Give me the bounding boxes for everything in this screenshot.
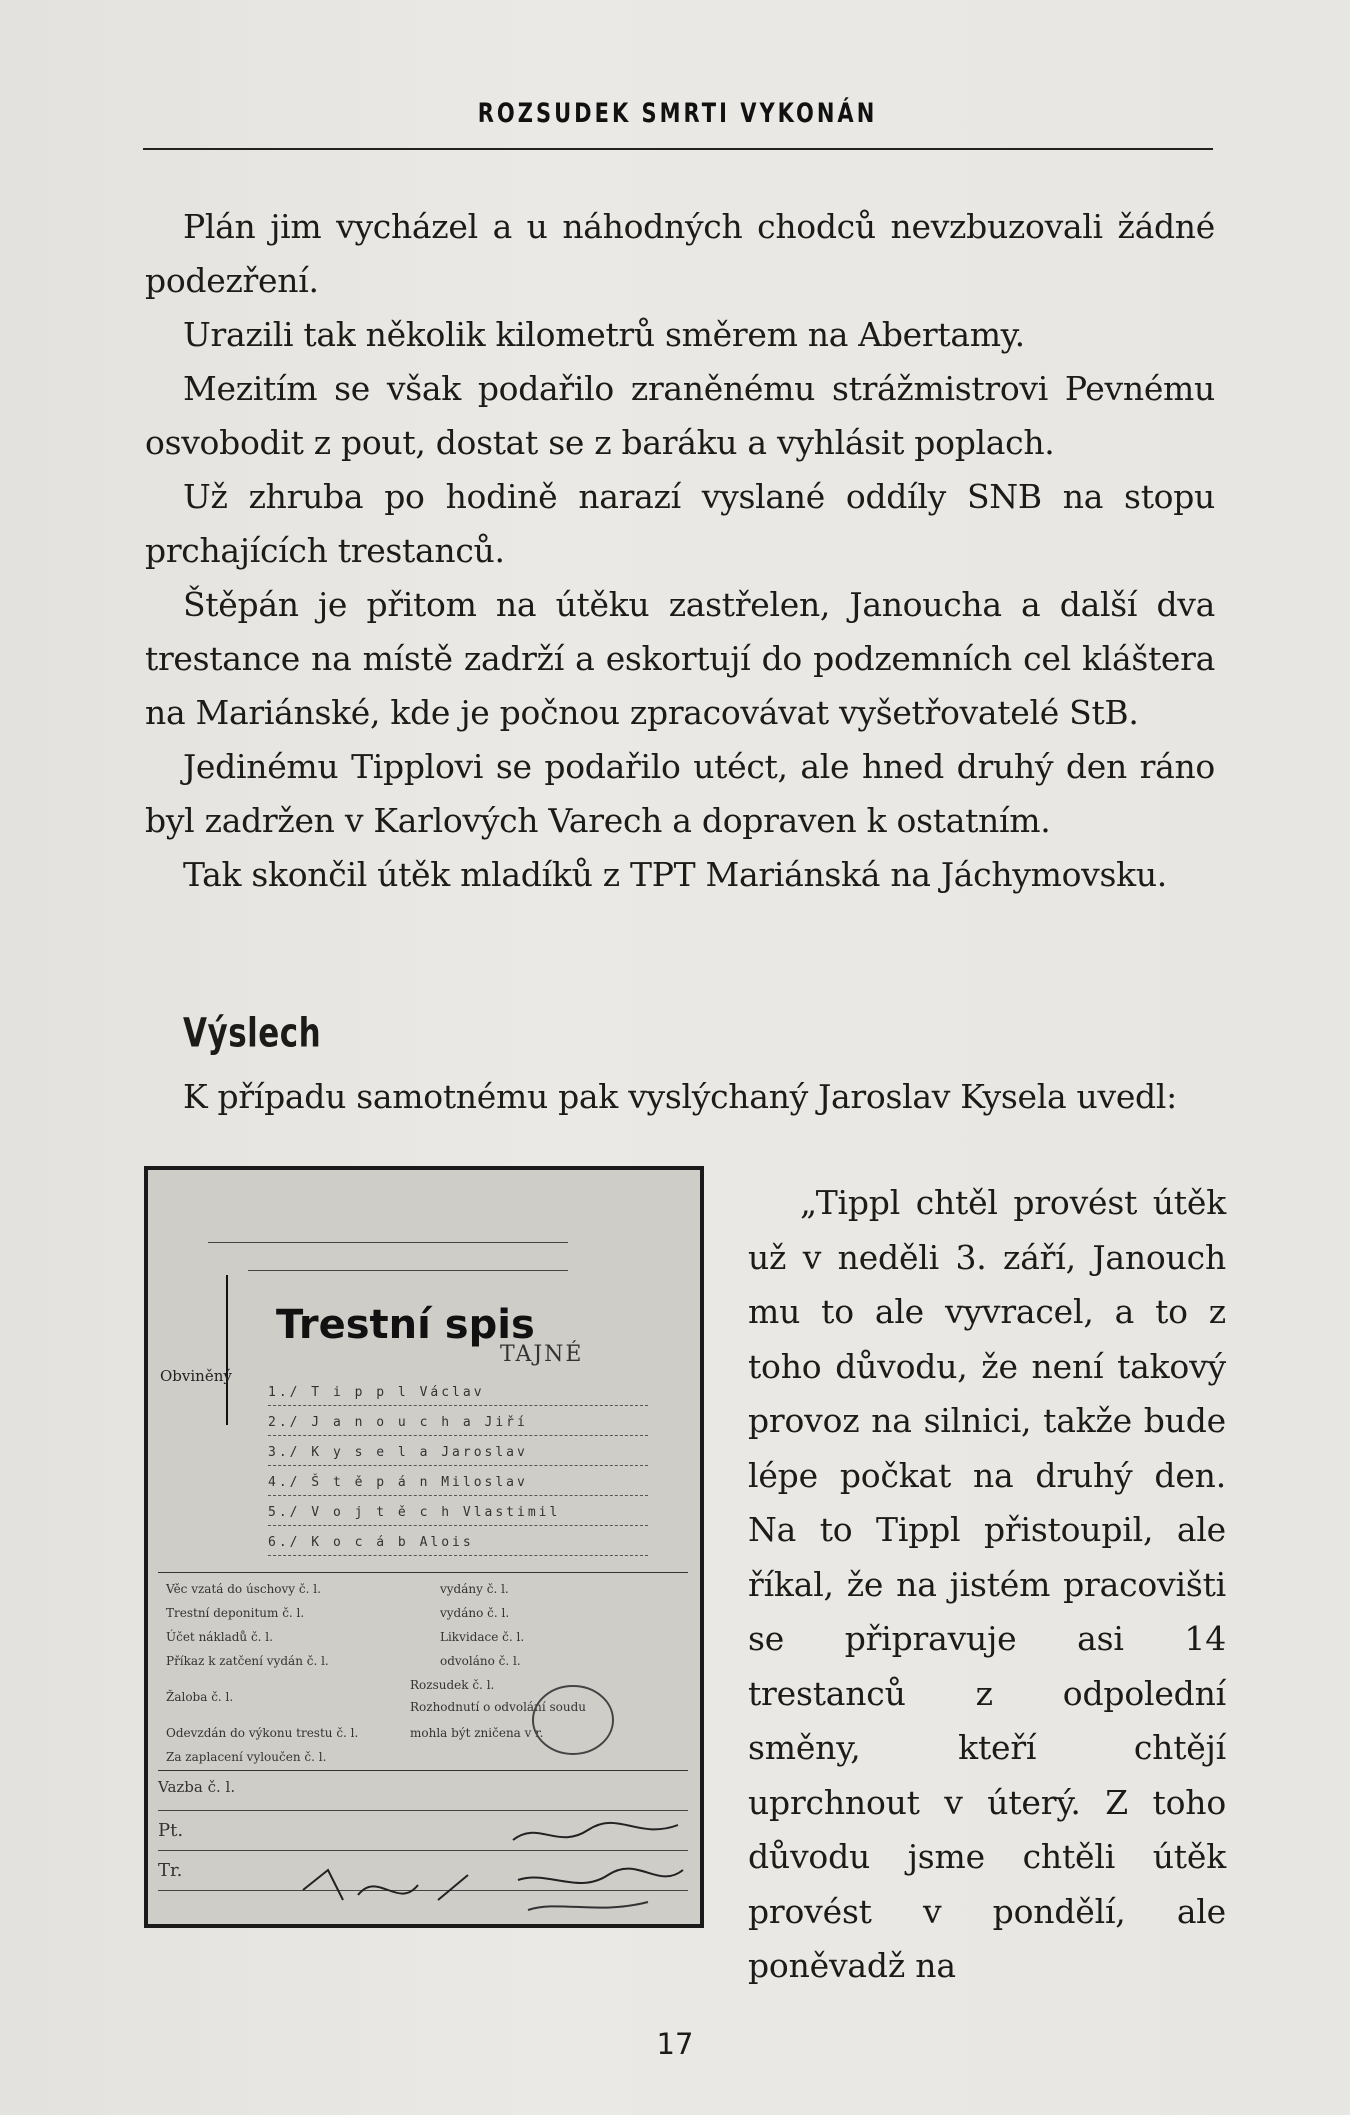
round-stamp [528, 1680, 618, 1760]
field-label: Vazba č. l. [158, 1778, 236, 1796]
field-label: Likvidace č. l. [440, 1630, 525, 1644]
handwritten-date [298, 1860, 498, 1920]
field-label: Pt. [158, 1820, 184, 1841]
handwritten-notes [508, 1810, 688, 1920]
running-head: ROZSUDEK SMRTI VYKONÁN [477, 98, 878, 128]
document-title: Trestní spis [276, 1302, 535, 1348]
secret-stamp: TAJNÉ [500, 1342, 584, 1367]
field-label: Rozsudek č. l. [410, 1678, 495, 1692]
document-photo [144, 1166, 704, 1928]
trestni-spis-document [148, 1170, 700, 1924]
header-rule [143, 148, 1213, 150]
page-number: 17 [656, 2027, 694, 2061]
paragraph: Jedinému Tipplovi se podařilo utéct, ale hned druhý den ráno byl zadržen v Karlových Varech a dopraven k ostatním. [145, 747, 1215, 840]
paragraph: Štěpán je přitom na útěku zastřelen, Janoucha a další dva trestance na místě zadrží a eskortují do podzemních cel kláštera na Mariánské, kde je počnou zpracovávat vyšetřovatelé StB. [145, 585, 1215, 732]
defendant-row: 6./ K o c á b Alois [268, 1535, 648, 1556]
defendant-row: 4./ Š t ě p á n Miloslav [268, 1475, 648, 1496]
defendant-label: Obviněný [160, 1367, 232, 1385]
field-label: Tr. [158, 1860, 183, 1881]
field-label: Trestní deponitum č. l. [166, 1606, 305, 1620]
paragraph: Plán jim vycházel a u náhodných chodců nevzbuzovali žádné podezření. [145, 207, 1215, 300]
field-label: Účet nákladů č. l. [166, 1630, 273, 1644]
field-label: vydány č. l. [440, 1582, 509, 1596]
quote-text [748, 1176, 1226, 1994]
field-label: Žaloba č. l. [166, 1690, 234, 1704]
defendant-row: 2./ J a n o u c h a Jiří [268, 1415, 648, 1436]
defendant-row: 5./ V o j t ě c h Vlastimil [268, 1505, 648, 1526]
field-label: Rozhodnutí o odvolání soudu [410, 1700, 586, 1714]
field-label: Odevzdán do výkonu trestu č. l. [166, 1726, 359, 1740]
section-title: Výslech [183, 1010, 322, 1057]
defendant-row: 1./ T i p p l Václav [268, 1385, 648, 1406]
paragraph: Už zhruba po hodině narazí vyslané oddíly SNB na stopu prchajících trestanců. [145, 477, 1215, 570]
paragraph: Urazili tak několik kilometrů směrem na Abertamy. [183, 315, 1025, 354]
field-label: Věc vzatá do úschovy č. l. [166, 1582, 321, 1596]
margin-line [226, 1275, 228, 1425]
paragraph: Mezitím se však podařilo zraněnému strážmistrovi Pevnému osvobodit z pout, dostat se z baráku a vyhlásit poplach. [145, 369, 1215, 462]
field-label: mohla být zničena v r. [410, 1726, 544, 1740]
body-text [145, 200, 1215, 902]
field-label: odvoláno č. l. [440, 1654, 521, 1668]
field-label: vydáno č. l. [440, 1606, 510, 1620]
field-label: Za zaplacení vyloučen č. l. [166, 1750, 327, 1764]
field-label: Příkaz k zatčení vydán č. l. [166, 1654, 329, 1668]
intro-paragraph: K případu samotnému pak vyslýchaný Jaroslav Kysela uvedl: [183, 1077, 1177, 1116]
paragraph: Tak skončil útěk mladíků z TPT Mariánská na Jáchymovsku. [183, 855, 1167, 894]
quote-paragraph: „Tippl chtěl provést útěk už v neděli 3. září, Janouch mu to ale vyvracel, a to z toho důvodu, že není takový provoz na silnici, takže bude lépe počkat na druhý den. Na to Tippl přistoupil, ale říkal, že na jistém pracovišti se připravuje asi 14 trestanců z odpolední směny, kteří chtějí uprchnout v úterý. Z toho důvodu jsme chtěli útěk provést v pondělí, ale poněvadž na [748, 1183, 1226, 1985]
defendant-row: 3./ K y s e l a Jaroslav [268, 1445, 648, 1466]
